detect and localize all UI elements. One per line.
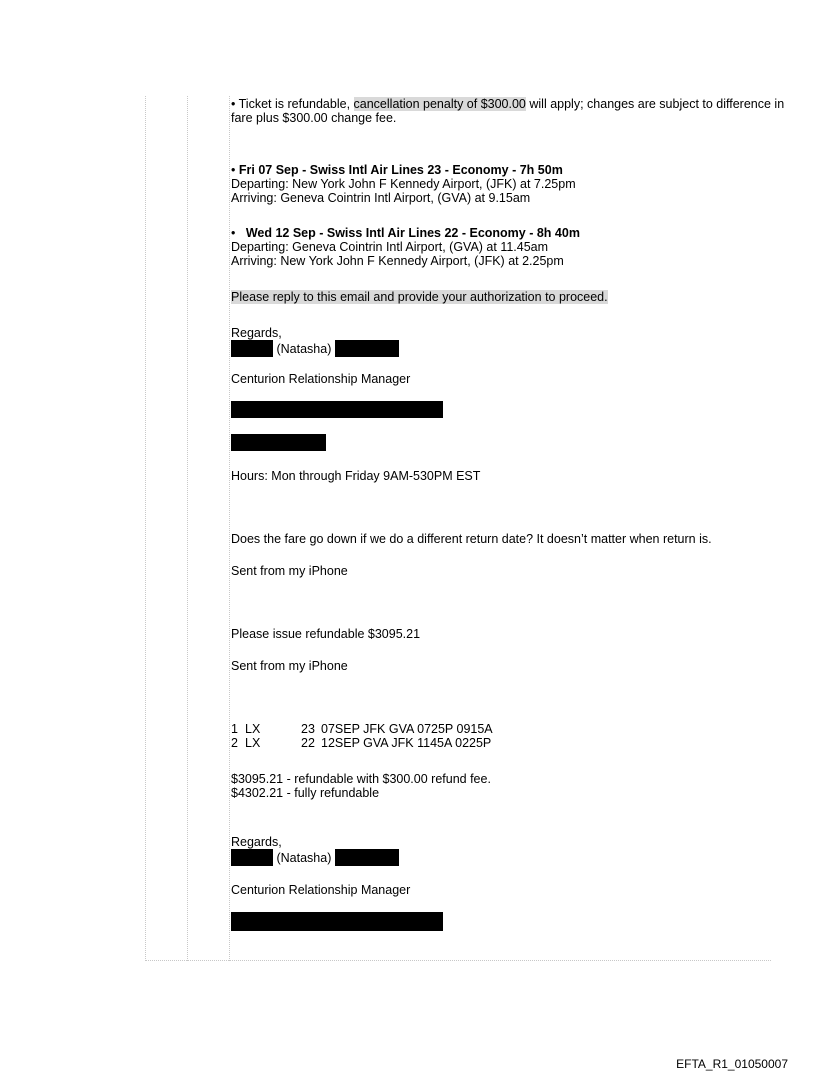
flight-2-departing: Departing: Geneva Cointrin Intl Airport, (GVA) at 11.45am — [231, 240, 549, 254]
refund-terms-line2: fare plus $300.00 change fee. — [231, 111, 397, 125]
redaction — [335, 340, 399, 357]
fare-option-refundable-fee: $3095.21 - refundable with $300.00 refund fee. — [231, 772, 491, 786]
highlighted-penalty: cancellation penalty of $300.00 — [353, 97, 526, 111]
quote-border-outer — [145, 96, 146, 961]
quote-border-inner — [229, 96, 230, 961]
refund-terms-line1: • Ticket is refundable, cancellation penalty of $300.00 will apply; changes are subject to difference in — [231, 97, 785, 111]
signature-1-title: Centurion Relationship Manager — [231, 372, 411, 386]
document-id: EFTA_R1_01050007 — [676, 1057, 788, 1071]
quote-border-middle — [187, 96, 188, 961]
office-hours: Hours: Mon through Friday 9AM-530PM EST — [231, 469, 481, 483]
redaction — [231, 849, 273, 866]
sent-from-iphone-1: Sent from my iPhone — [231, 564, 348, 578]
signature-1-name: (Natasha) — [231, 340, 399, 357]
flight-2-header: • Wed 12 Sep - Swiss Intl Air Lines 22 - Economy - 8h 40m — [231, 226, 580, 240]
bullet: • — [231, 97, 236, 111]
fare-option-fully-refundable: $4302.21 - fully refundable — [231, 786, 380, 800]
signature-2-title: Centurion Relationship Manager — [231, 883, 411, 897]
frame-bottom-border — [145, 960, 771, 961]
redaction — [335, 849, 399, 866]
redaction-block — [231, 434, 326, 451]
sent-from-iphone-2: Sent from my iPhone — [231, 659, 348, 673]
flight-1-arriving: Arriving: Geneva Cointrin Intl Airport, (GVA) at 9.15am — [231, 191, 531, 205]
itinerary-row: 1 LX 23 07SEP JFK GVA 0725P 0915A — [231, 722, 493, 736]
return-date-question: Does the fare go down if we do a different return date? It doesn’t matter when return is. — [231, 532, 712, 546]
redaction-block — [231, 401, 443, 418]
authorization-request: Please reply to this email and provide your authorization to proceed. — [231, 290, 608, 304]
flight-1-departing: Departing: New York John F Kennedy Airport, (JFK) at 7.25pm — [231, 177, 576, 191]
signature-2-name: (Natasha) — [231, 849, 399, 866]
regards-1: Regards, — [231, 326, 282, 340]
redaction-block — [231, 912, 443, 931]
flight-2-arriving: Arriving: New York John F Kennedy Airport, (JFK) at 2.25pm — [231, 254, 564, 268]
redaction — [231, 340, 273, 357]
issue-request: Please issue refundable $3095.21 — [231, 627, 421, 641]
itinerary-row: 2 LX 22 12SEP GVA JFK 1145A 0225P — [231, 736, 492, 750]
regards-2: Regards, — [231, 835, 282, 849]
flight-1-header: • Fri 07 Sep - Swiss Intl Air Lines 23 - Economy - 7h 50m — [231, 163, 563, 177]
